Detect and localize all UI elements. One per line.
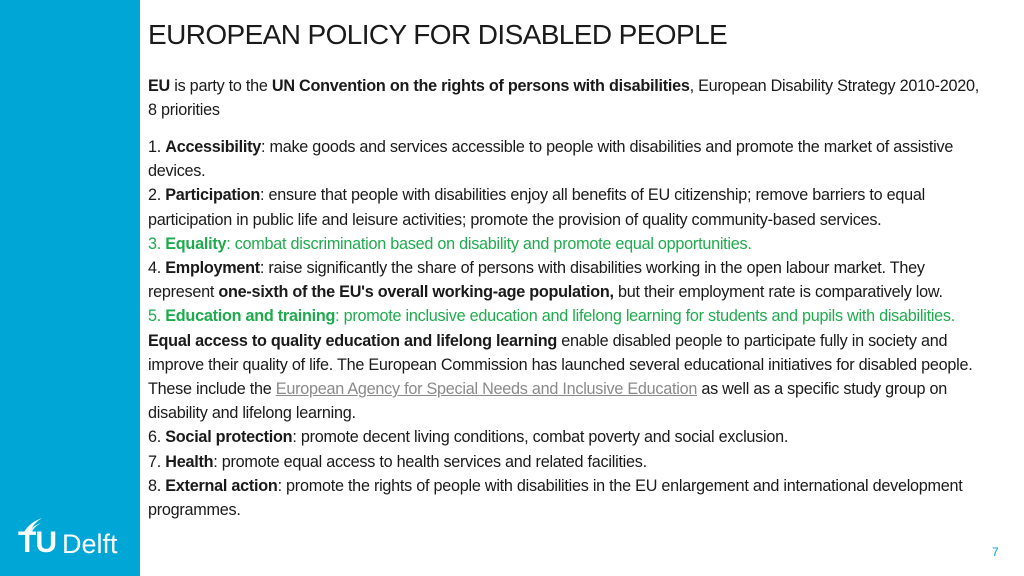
intro-un-convention: UN Convention on the rights of persons with disabilities	[271, 77, 690, 95]
priority-description: : make goods and services accessible to people with disabilities and promote the market of assistive devices.	[148, 138, 954, 181]
priority-number: 6.	[148, 428, 166, 447]
priority-description: : combat discrimination based on disability and promote equal opportunities.	[226, 234, 752, 253]
priority-item-health	[148, 450, 984, 474]
tu-delft-logo	[18, 520, 128, 560]
priority-number: 2.	[148, 186, 166, 205]
intro-paragraph	[148, 74, 984, 122]
priority-item-equality	[148, 232, 984, 256]
priority-number: 8.	[148, 476, 166, 495]
priority-item-external-action	[148, 474, 984, 522]
priority-item-accessibility	[148, 135, 984, 183]
priority-description: : promote the rights of people with disabilities in the EU enlargement and international development programmes.	[148, 476, 963, 520]
intro-text-2: , European Disability Strategy 2010-2020, 8 priorities	[148, 77, 980, 120]
intro-text-1: is party to the	[170, 77, 272, 95]
priorities-list	[148, 135, 984, 522]
priority-emphasis: one-sixth of the EU's overall working-age population,	[218, 283, 614, 302]
priority-description: : raise significantly the share of persons with disabilities working in the open labour market. They represent	[148, 259, 925, 302]
slide-title: EUROPEAN POLICY FOR DISABLED PEOPLE	[148, 19, 728, 50]
priority-description-2: but their employment rate is comparatively low.	[613, 283, 943, 302]
priority-term: Health	[165, 452, 214, 471]
priority-item-employment	[148, 256, 984, 304]
logo-tu-text: TU	[18, 526, 56, 559]
priority-number: 1.	[148, 138, 166, 156]
priority-term: Employment	[165, 259, 260, 278]
priority-item-participation	[148, 183, 984, 231]
sidebar-band	[0, 0, 140, 576]
priority-term: Participation	[165, 186, 261, 205]
priority-number: 5.	[148, 307, 166, 326]
priority-term: Education and training	[165, 307, 336, 326]
priority-number: 3.	[148, 234, 166, 253]
priority-number: 7.	[148, 452, 166, 471]
priority-description-2: enable disabled people to participate fully in society and improve their quality of life. The European Commission has launched several educational initiatives for disabled people. These include the	[148, 331, 973, 399]
priority-number: 4.	[148, 259, 166, 278]
priority-term: Social protection	[165, 428, 293, 447]
priority-term: Equality	[165, 234, 227, 253]
priority-term: External action	[165, 476, 278, 495]
intro-eu: EU	[148, 77, 170, 95]
priority-term: Accessibility	[165, 138, 261, 156]
priority-item-education	[148, 304, 984, 425]
logo-delft-text: Delft	[62, 529, 118, 559]
priority-item-social-protection	[148, 425, 984, 449]
priority-description: : promote inclusive education and lifelong learning for students and pupils with disabilities.	[335, 307, 956, 326]
priority-description: : promote equal access to health services and related facilities.	[213, 452, 647, 471]
priority-emphasis: Equal access to quality education and lifelong learning	[148, 331, 558, 350]
page-number: 7	[992, 545, 999, 559]
priority-description-3: as well as a specific study group on disability and lifelong learning.	[148, 380, 947, 423]
priority-description: : ensure that people with disabilities enjoy all benefits of EU citizenship; remove barriers to equal participation in public life and leisure activities; promote the provision of quality community-based services.	[148, 186, 925, 229]
european-agency-link[interactable]: European Agency for Special Needs and Inclusive Education	[275, 380, 698, 399]
priority-description: : promote decent living conditions, combat poverty and social exclusion.	[292, 428, 789, 447]
